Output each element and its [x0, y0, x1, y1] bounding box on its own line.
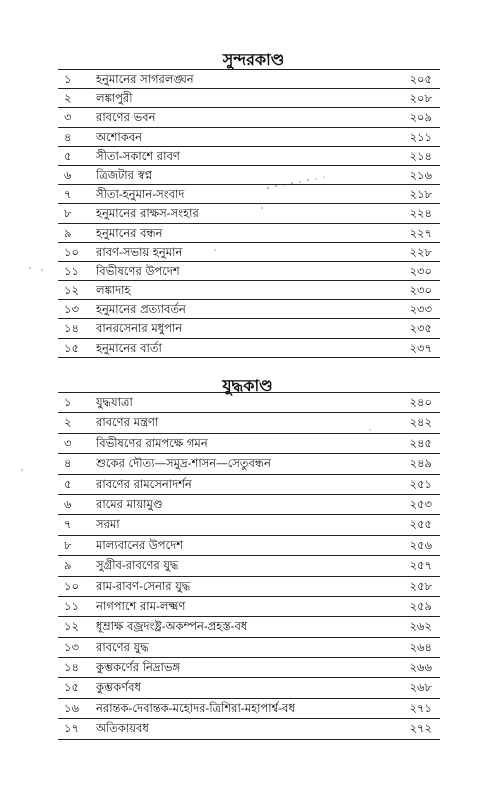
entry-page-number: ২১৬ — [409, 167, 432, 182]
entry-title: রামের মায়ামুণ্ড — [96, 496, 163, 511]
entry-number: ১০ — [64, 244, 79, 259]
entry-page-number: ২৫৮ — [409, 578, 432, 593]
entry-title: মাল্যবানের উপদেশ — [96, 537, 184, 552]
entry-page-number: ২৫১ — [409, 476, 432, 491]
entry-title: শুকের দৌত্য—সমুদ্র-শাসন—সেতুবন্ধন — [96, 456, 271, 471]
entry-number: ১ — [64, 72, 72, 86]
entry-number: ১৪ — [64, 321, 79, 336]
entry-page-number: ২৩৩ — [409, 302, 432, 317]
entry-title: রাবণের মন্ত্রণা — [96, 415, 159, 430]
entry-page-number: ২৭১ — [409, 700, 432, 715]
entry-page-number: ২৫৬ — [409, 537, 432, 552]
entry-page-number: ২৩০ — [409, 263, 432, 278]
entry-number: ৬ — [64, 167, 72, 182]
entry-number: ১৫ — [64, 340, 79, 355]
entry-page-number: ২০৯ — [409, 110, 432, 125]
entry-title: রাবণের ভবন — [96, 110, 156, 125]
entry-number: ৮ — [64, 537, 72, 552]
entry-page-number: ২৬২ — [409, 619, 432, 634]
entry-page-number: ২৪৯ — [409, 456, 432, 471]
entry-number: ১২ — [64, 619, 79, 634]
entry-page-number: ২৩০ — [409, 283, 432, 298]
entry-title: কুম্ভকর্ণের নিদ্রাভঙ্গ — [96, 660, 181, 675]
entry-page-number: ২৫৫ — [409, 517, 432, 532]
entry-number: ২ — [64, 415, 72, 430]
entry-title: বিভীষণের রামপক্ষে গমন — [96, 435, 208, 450]
entry-title: লঙ্কাপুরী — [96, 91, 133, 106]
entry-number: ৩ — [64, 435, 72, 450]
entry-number: ১৩ — [64, 639, 79, 654]
entry-page-number: ২২৮ — [409, 244, 432, 259]
entry-title: বানরসেনার মধুপান — [96, 321, 183, 336]
entry-number: ১ — [64, 395, 72, 409]
entry-number: ১২ — [64, 283, 79, 298]
entry-page-number: ২৫৭ — [409, 558, 432, 573]
entry-page-number: ২৩৫ — [409, 321, 432, 336]
entry-title: হনুমানের রাক্ষস-সংহার — [96, 206, 199, 221]
entry-page-number: ২৪২ — [409, 415, 432, 430]
entry-number: ১১ — [64, 598, 79, 613]
entry-title: হনুমানের সাগরলঙ্ঘন — [96, 72, 194, 86]
entry-number: ৯ — [64, 225, 72, 240]
entry-page-number: ২২৭ — [409, 225, 432, 240]
entry-number: ৮ — [64, 206, 72, 221]
entry-number: ১১ — [64, 263, 79, 278]
entry-page-number: ২৬৬ — [409, 660, 432, 675]
entry-page-number: ২২৪ — [409, 206, 432, 221]
entry-number: ৬ — [64, 496, 72, 511]
entry-page-number: ২৫৩ — [409, 496, 432, 511]
entry-number: ৫ — [64, 148, 72, 163]
entry-number: ৯ — [64, 558, 72, 573]
entry-title: সরমা — [96, 517, 120, 532]
entry-title: ধূম্রাক্ষ বজ্রদংষ্ট্র-অকম্পন-প্রহস্ত-বধ — [96, 619, 248, 634]
entry-title: রাম-রাবণ-সেনার যুদ্ধ — [96, 578, 191, 593]
entry-title: হনুমানের বন্ধন — [96, 225, 163, 240]
entry-title: যুদ্ধযাত্রা — [96, 395, 133, 409]
entry-page-number: ২৬৪ — [409, 639, 432, 654]
entry-title: কুম্ভকর্ণবধ — [96, 680, 141, 695]
entry-title: সুগ্রীব-রাবণের যুদ্ধ — [96, 558, 179, 573]
entry-page-number: ২০৮ — [409, 91, 432, 106]
entry-title: রাবণ-সভায় হনুমান — [96, 244, 183, 259]
entry-title: নাগপাশে রাম-লক্ষ্মণ — [96, 598, 186, 613]
entry-number: ১৪ — [64, 660, 79, 675]
entry-number: ১৩ — [64, 302, 79, 317]
entry-page-number: ২১৮ — [409, 187, 432, 202]
entry-number: ১৭ — [64, 721, 79, 736]
section-title-yuddhakanda: যুদ্ধকাণ্ড — [222, 376, 273, 395]
entry-page-number: ২৪৫ — [409, 435, 432, 450]
entry-number: ৫ — [64, 476, 72, 491]
entry-page-number: ২৬৮ — [409, 680, 432, 695]
entry-title: অতিকায়বধ — [96, 721, 149, 736]
entry-title: হনুমানের বার্তা — [96, 340, 162, 355]
entry-title: নরান্তক-দেবান্তক-মহোদর-ত্রিশিরা-মহাপার্শ্ব-বধ — [96, 700, 295, 715]
entry-number: ১৬ — [64, 700, 79, 715]
entry-page-number: ২৭২ — [409, 721, 432, 736]
entry-title: সীতা-সকাশে রাবণ — [96, 148, 180, 163]
entry-title: রাবণের যুদ্ধ — [96, 639, 149, 654]
entry-title: ত্রিজটার স্বপ্ন — [96, 167, 153, 182]
entry-number: ৩ — [64, 110, 72, 125]
entry-title: লঙ্কাদাহ — [96, 283, 131, 298]
entry-page-number: ২১১ — [409, 129, 432, 144]
entry-title: অশোকবন — [96, 129, 143, 144]
entry-number: ৭ — [64, 517, 72, 532]
entry-page-number: ২৫৯ — [409, 598, 432, 613]
entry-title: বিভীষণের উপদেশ — [96, 263, 180, 278]
entry-title: হনুমানের প্রত্যাবর্তন — [96, 302, 186, 317]
entry-number: ৪ — [64, 129, 72, 144]
section-title-sundarakanda: সুন্দরকাণ্ড — [222, 50, 285, 69]
entry-number: ৪ — [64, 456, 72, 471]
entry-page-number: ২০৫ — [409, 72, 432, 86]
entry-number: ২ — [64, 91, 72, 106]
entry-number: ৭ — [64, 187, 72, 202]
entry-page-number: ২১৪ — [409, 148, 432, 163]
entry-page-number: ২৪০ — [409, 395, 432, 409]
entry-title: সীতা-হনুমান-সংবাদ — [96, 187, 185, 202]
entry-page-number: ২৩৭ — [409, 340, 432, 355]
entry-number: ১৫ — [64, 680, 79, 695]
entry-title: রাবণের রামসেনাদর্শন — [96, 476, 192, 491]
entry-number: ১০ — [64, 578, 79, 593]
